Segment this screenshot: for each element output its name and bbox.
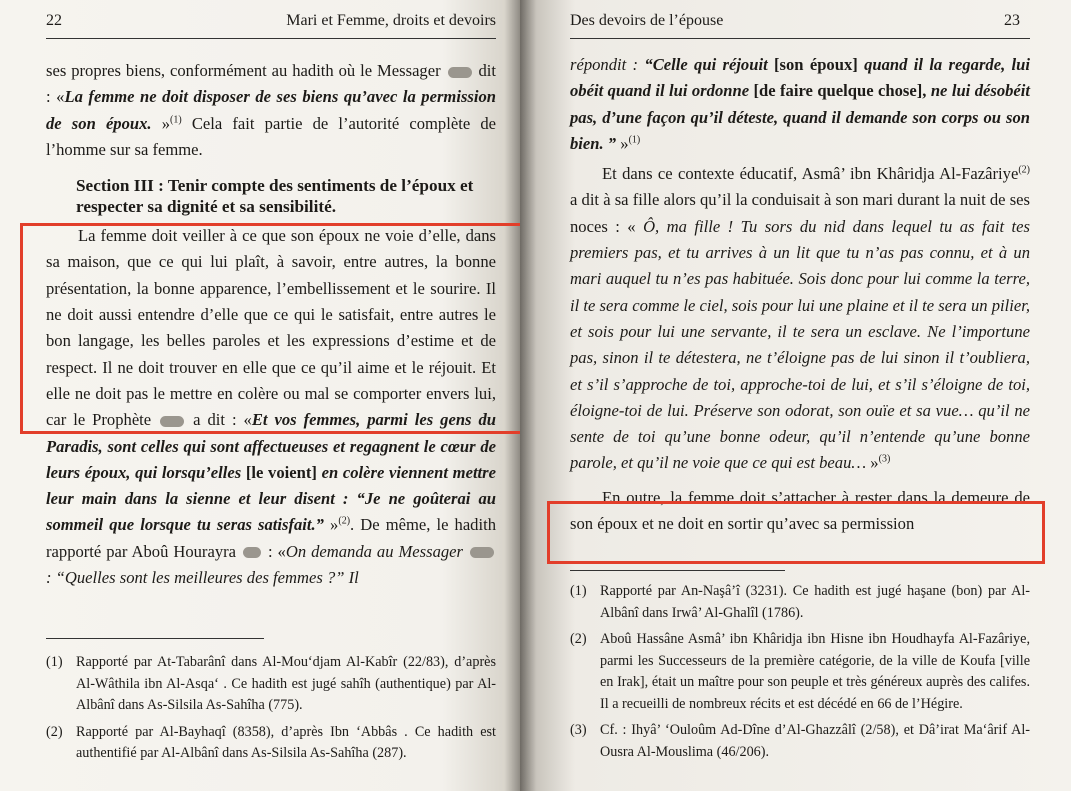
footnote-item: (1) Rapporté par An-Naşâ’î (3231). Ce hadith est jugé haşane (bon) par Al-Albânî dans Irwâ’ Al-Ghalîl (1786). [570,583,1030,621]
honorific-glyph-icon [448,67,472,78]
paragraph: ses propres biens, conformément au hadith où le Messager dit : «La femme ne doit disposer de ses biens qu’avec la permission de son époux. »$^{(1)}$ Cela fait partie de l’autorité complète de l’homme sur sa femme. [46,61,496,159]
page-number: 22 [46,12,62,29]
paragraph: répondit : “Celle qui réjouit [son époux] quand il la regarde, lui obéit quand il lui ordonne [de faire quelque chose], ne lui désobéit pas, d’une façon qu’il déteste, quand il demande son corps ou son bien. ” »$^{(1)}$ [570,55,1030,153]
right-header [570,12,1020,30]
right-body-text [570,52,1030,537]
footnote-item: (2) Rapporté par Al-Bayhaqî (8358), d’après Ibn ‘Abbâs . Ce hadith est authentifié par Al-Albânî dans As-Silsila As-Sahîha (287). [46,723,496,761]
running-head: Des devoirs de l’épouse [570,12,724,29]
honorific-glyph-icon [243,547,261,558]
footnote-ref: (3) [878,453,891,465]
header-rule [570,38,1030,39]
footnote-item: (1) Rapporté par At-Tabarânî dans Al-Mou‘djam Al-Kabîr (22/83), d’après Al-Wâthila ibn Al-Asqa‘ . Ce hadith est jugé sahîh (authentique) par Al-Albânî dans As-Silsila As-Sahîha (775). [46,654,496,713]
page-number: 23 [1004,12,1020,29]
running-head: Mari et Femme, droits et devoirs [286,12,496,29]
footnote-item: (2) Aboû Hassâne Asmâ’ ibn Khâridja ibn Hisne ibn Houdhayfa Al-Fazâriye, parmi les Successeurs de la première catégorie, de la ville de Koufa [ville en Irak], était un maître pour son peuple et très généreux auprès des califes. Il a recueilli de nombreux récits et est décédé en 66 de l’Hégire. [570,631,1030,712]
footnote-ref: (2) [1018,164,1030,176]
footnote-rule [570,570,785,571]
paragraph: Et dans ce contexte éducatif, Asmâ’ ibn Khâridja Al-Fazâriye$^{(2)}$ a dit à sa fille alors qu’il la conduisait à son mari durant la nuit de ses noces : « Ô, ma fille ! Tu sors du nid dans lequel tu as fait tes premiers pas, et tu arrives à un lit que tu n’as pas connu, et à un mari auquel tu n’es pas habituée. Sois donc pour lui comme la terre, il te sera comme le ciel, sois pour lui une plaine et il te sera un pilier, et sois pour lui une servante, il te sera un esclave. Ne l’importune pas, sinon il te détestera, ne t’éloigne pas de lui sinon il t’oubliera, et s’il s’approche de toi, approche-toi de lui, et s’il s’éloigne de toi, éloigne-toi de lui. Préserve son odorat, son ouïe et sa vue… qu’il ne sente de toi qu’une bonne odeur, qu’il n’entende qu’une bonne parole, et qu’il ne voie que ce qui est beau… »$^{(3)}$ [570,164,1030,473]
left-page [0,0,520,791]
left-header [46,12,496,30]
section-title: Section III : Tenir compte des sentiments de l’époux et respecter sa dignité et sa sensibilité. [76,176,474,217]
header-rule [46,38,496,39]
left-footnotes [46,652,496,770]
footnote-ref: (1) [170,114,182,126]
footnote-ref: (1) [628,134,641,146]
highlight-box [20,223,531,434]
footnote-rule [46,638,264,639]
right-page [520,0,1071,791]
highlight-box [547,501,1045,564]
paragraph: La femme doit veiller à ce que son époux ne voie d’elle, dans sa maison, que ce qui lui plaît, à savoir, entre autres, la bonne présentation, la bonne apparence, l’embellissement et le sourire. Il ne doit aussi entendre d’elle que ce qui le satisfait, entre autres le bon langage, les belles paroles et les expressions d’estime et de respect. Il ne doit trouver en elle que ce qu’il aime et le réjouit. Et elle ne doit pas le mettre en colère ou mal se comporter envers lui, car le Prophète a dit : «Et vos femmes, parmi les gens du Paradis, sont celles qui sont affectueuses et regagnent le cœur de leurs époux, qui lorsqu’elles [le voient] en colère viennent mettre leur main dans la sienne et leur disent : “Je ne goûterai au sommeil que lorsque tu seras satisfait.” »$^{(2)}$. De même, le hadith rapporté par Aboû Hourayra : «On demanda au Messager : “Quelles sont les meilleures des femmes ?” Il [46,226,497,588]
footnote-ref: (2) [338,515,351,527]
right-footnotes [570,581,1030,768]
footnote-item: (3) Cf. : Ihyâ’ ‘Ouloûm Ad-Dîne d’Al-Ghazzâlî (2/58), et Dâ’irat Ma‘ârif Al-Ousra Al-Mouslima (46/206). [570,722,1030,760]
honorific-glyph-icon [470,547,494,558]
paragraph: En outre, la femme doit s’attacher à rester dans la demeure de son époux et ne doit en sortir qu’avec sa permission [570,487,1030,534]
